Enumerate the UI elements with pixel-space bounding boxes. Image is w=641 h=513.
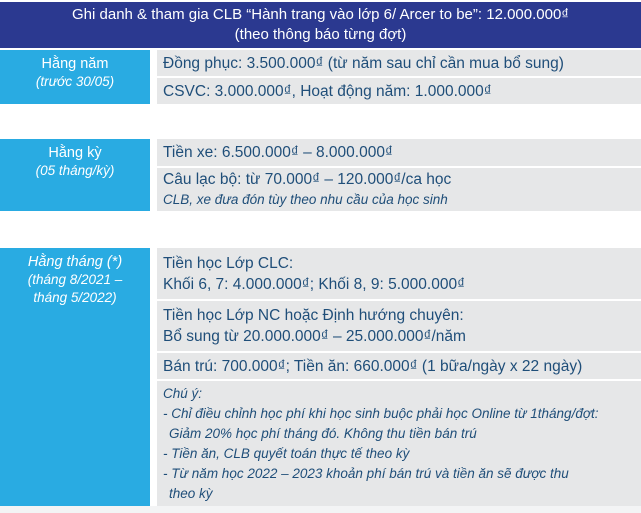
annual-label-title: Hằng năm: [41, 56, 109, 72]
monthly-label-subtitle1: (tháng 8/2021 –: [27, 272, 123, 287]
section-annual: [0, 50, 641, 104]
bus-fee-text: Tiền xe: 6.500.000₫ – 8.000.000₫: [163, 144, 393, 161]
row-uniform-fee: [157, 50, 641, 76]
row-clc-tuition: [157, 248, 641, 299]
header-banner: [0, 2, 641, 48]
facility-fee-text: CSVC: 3.000.000₫, Hoạt động năm: 1.000.000₫: [163, 82, 492, 100]
note-online-adjust-cont: Giảm 20% học phí tháng đó. Không thu tiền bán trú: [169, 425, 477, 441]
club-fee-text: Câu lạc bộ: từ 70.000₫ – 120.000₫/ca học: [163, 171, 452, 188]
annual-label-cell: [0, 50, 150, 104]
monthly-rows: [157, 248, 641, 506]
annual-label-subtitle: (trước 30/05): [35, 74, 115, 89]
row-facility-fee: [157, 78, 641, 104]
boarding-fee-text: Bán trú: 700.000₫; Tiền ăn: 660.000₫ (1 bữa/ngày x 22 ngày): [163, 357, 583, 375]
annual-rows: [157, 50, 641, 104]
row-notes: [157, 381, 641, 506]
row-club-fee: [157, 168, 641, 211]
notes-title: Chú ý:: [163, 385, 203, 401]
note-online-adjust: - Chỉ điều chỉnh học phí khi học sinh buộc phải học Online từ 1tháng/đợt:: [163, 405, 599, 421]
nc-tuition-detail: Bổ sung từ 20.000.000₫ – 25.000.000₫/năm: [163, 328, 466, 345]
club-fee-note: CLB, xe đưa đón tùy theo nhu cầu của học sinh: [163, 192, 448, 207]
header-line2: (theo thông báo từng đợt): [234, 26, 407, 43]
monthly-label-cell: [0, 248, 150, 506]
monthly-label-subtitle2: tháng 5/2022): [33, 290, 117, 305]
row-boarding-fee: [157, 353, 641, 379]
nc-tuition-title: Tiền học Lớp NC hoặc Định hướng chuyên:: [163, 307, 464, 324]
uniform-fee-text: Đồng phục: 3.500.000₫ (từ năm sau chỉ cần mua bổ sung): [163, 54, 564, 72]
section-monthly: [0, 248, 641, 506]
term-label-subtitle: (05 tháng/kỳ): [35, 163, 115, 178]
clc-tuition-title: Tiền học Lớp CLC:: [163, 254, 294, 272]
note-next-year-cont: theo kỳ: [169, 485, 213, 501]
row-bus-fee: [157, 139, 641, 166]
monthly-label-title: Hằng tháng (*): [27, 254, 123, 270]
row-nc-tuition: [157, 301, 641, 351]
clc-tuition-detail: Khối 6, 7: 4.000.000₫; Khối 8, 9: 5.000.000₫: [163, 275, 466, 293]
note-settlement: - Tiền ăn, CLB quyết toán thực tế theo kỳ: [163, 445, 410, 461]
term-rows: [157, 139, 641, 211]
header-line1: Ghi danh & tham gia CLB “Hành trang vào lớp 6/ Arcer to be”: 12.000.000₫: [72, 5, 569, 23]
section-term: [0, 139, 641, 211]
term-label-title: Hằng kỳ: [48, 145, 102, 161]
term-label-cell: [0, 139, 150, 211]
bottom-strip: [0, 506, 641, 513]
note-next-year: - Từ năm học 2022 – 2023 khoản phí bán trú và tiền ăn sẽ được thu: [163, 465, 569, 481]
